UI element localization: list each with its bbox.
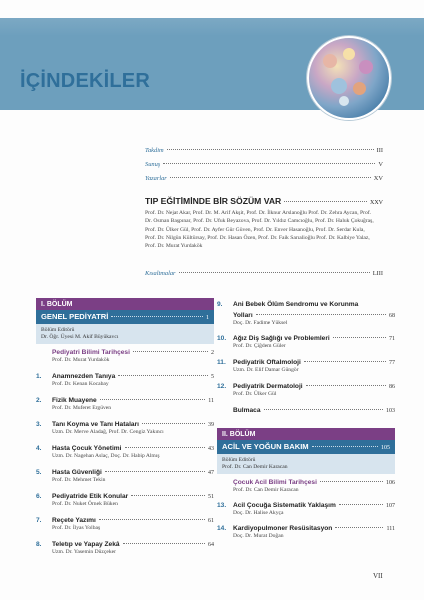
list-item[interactable]: 12. Pediyatrik Dermatoloji 86 Prof. Dr. Ülker Gül — [217, 383, 395, 397]
toc-row[interactable]: Sunuş V — [145, 161, 383, 168]
list-item[interactable]: Pediyatri Bilimi Tarihçesi 2 Prof. Dr. Murat Yurdakök — [52, 349, 214, 363]
list-item[interactable]: 3. Tanı Koyma ve Tanı Hataları 39 Uzm. Dr. Merve Aladağ, Prof. Dr. Cengiz Yakıncı — [36, 421, 214, 435]
section-title-row[interactable]: GENEL PEDİYATRİ 1 — [36, 310, 214, 324]
cover-collage-image — [307, 36, 391, 120]
page-title: İÇİNDEKİLER — [20, 70, 150, 92]
list-item[interactable]: 10. Ağız Diş Sağlığı ve Problemleri 71 Prof. Dr. Çiğdem Güler — [217, 335, 395, 349]
list-item[interactable]: 7. Reçete Yazımı 61 Prof. Dr. İlyas Yolbaş — [36, 517, 214, 531]
list-item[interactable]: 13. Acil Çocuğa Sistematik Yaklaşım 107 Doç. Dr. Halise Akyça — [217, 502, 395, 516]
list-item[interactable]: 4. Hasta Çocuk Yönetimi 43 Uzm. Dr. Nagehan Aslaç, Doç. Dr. Habip Almış — [36, 445, 214, 459]
toc-right-column — [217, 301, 395, 540]
list-item[interactable]: 14. Kardiyopulmoner Resüsitasyon 111 Doç. Dr. Murat Doğan — [217, 525, 395, 539]
list-item[interactable]: 6. Pediyatride Etik Konular 51 Prof. Dr. Nuket Örnek Büken — [36, 493, 214, 507]
tip-section-authors: Prof. Dr. Nejat Akar, Prof. Dr. M. Arif Akşit, Prof. Dr. İlknur Arslanoğlu Prof. Dr. Zehra Aycan, Prof. Dr. Osman Başpınar, Prof. Dr. Ufuk Beyazova, Prof. Dr. Yıldız Camcıoğlu, Prof. Dr. Haluk Çokuğraş, Prof. Dr. Ülker Gül, Prof. Dr. Ayfer Gür Güven, Prof. Dr. Enver Hasanoğlu, Prof. Dr. Serdar Kula, Prof. Dr. Nilgün Kültürsay, Prof. Dr. Hasan Özen, Prof. Dr. Faik Sarıalioğlu Prof. Dr. Kalbiye Yalaz, Prof. Dr. Murat Yurdakök — [145, 210, 374, 250]
section-label: II. BÖLÜM — [217, 428, 395, 440]
list-item[interactable]: 5. Hasta Güvenliği 47 Prof. Dr. Mehmet Tekin — [36, 469, 214, 483]
toc-row[interactable]: Takdim III — [145, 147, 383, 154]
list-item[interactable]: Çocuk Acil Bilimi Tarihçesi 106 Prof. Dr. Can Demir Karacan — [233, 479, 395, 493]
page-number: VII — [373, 572, 383, 580]
toc-row[interactable]: Yazarlar XV — [145, 175, 383, 182]
list-item[interactable]: 11. Pediyatrik Oftalmoloji 77 Uzm. Dr. Elif Damar Güngör — [217, 359, 395, 373]
list-item[interactable]: 8. Teletıp ve Yapay Zekâ 64 Uzm. Dr. Yasemin Düzçeker — [36, 541, 214, 555]
front-matter-list — [145, 147, 383, 182]
tip-section-title[interactable]: TIP EĞİTİMİNDE BİR SÖZÜM VAR XXV — [145, 196, 383, 206]
list-item[interactable]: 9. Ani Bebek Ölüm Sendromu ve Korunma Yolları 68 Doç. Dr. Fadime Yüksel — [217, 301, 395, 326]
section-editor: Bölüm Editörü Dr. Öğr. Üyesi M. Akif Büyükavcı — [36, 324, 214, 344]
section-editor: Bölüm Editörü Prof. Dr. Can Demir Karacan — [217, 454, 395, 474]
section-title-row[interactable]: ACİL VE YOĞUN BAKIM 105 — [217, 440, 395, 454]
section-label: I. BÖLÜM — [36, 298, 214, 310]
list-item[interactable]: 1. Anamnezden Tanıya 5 Prof. Dr. Kenan Kocabay — [36, 373, 214, 387]
toc-left-column — [36, 298, 214, 556]
list-item[interactable]: 2. Fizik Muayene 11 Prof. Dr. Muferet Ergüven — [36, 397, 214, 411]
list-item[interactable]: Bulmaca 103 — [233, 407, 395, 414]
abbrev-row[interactable]: Kısaltmalar LIII — [145, 270, 383, 277]
